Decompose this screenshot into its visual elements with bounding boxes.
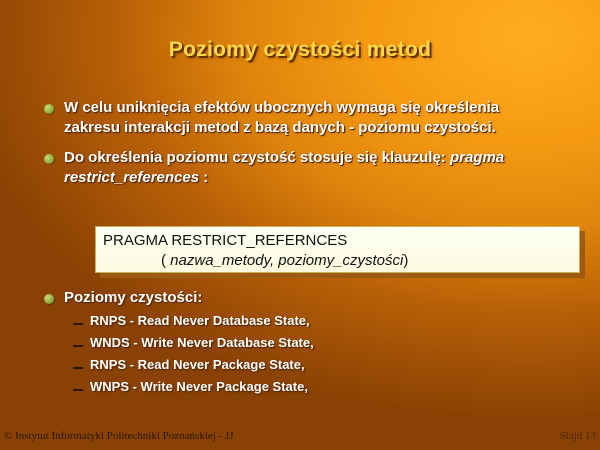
- slide-number: Slajd 13: [559, 430, 596, 442]
- footer-copyright: © Instytut Informatyki Politechniki Poznańskiej - JJ: [4, 430, 234, 442]
- dash-icon: [73, 367, 83, 369]
- bullet-2-italic: pragma: [449, 149, 505, 166]
- code-paren-open: (: [161, 252, 171, 269]
- bullet-icon: [44, 154, 54, 164]
- dash-icon: [73, 345, 83, 347]
- code-line-1: PRAGMA RESTRICT_REFERNCES: [103, 232, 348, 249]
- bullet-icon: [44, 104, 54, 114]
- bullet-1-line-1: W celu uniknięcia efektów ubocznych wymaga się określenia: [64, 99, 500, 116]
- code-box: [95, 226, 580, 273]
- bullet-2-plain: Do określenia poziomu czystość stosuje się klauzulę:: [64, 149, 450, 166]
- slide-title: Poziomy czystości metod: [168, 38, 432, 61]
- bullet-text-2: [64, 148, 584, 188]
- bullet-2-colon: :: [199, 169, 209, 186]
- bullet-text-1: [64, 98, 584, 138]
- dash-icon: [73, 389, 83, 391]
- bullet-2-italic-2: restrict_references: [64, 169, 200, 186]
- code-line-2: [103, 251, 579, 271]
- bullet-2-line-2: [64, 168, 584, 188]
- levels-heading: Poziomy czystości:: [64, 289, 203, 306]
- bullet-1-line-2: zakresu interakcji metod z bazą danych - poziomu czystości.: [64, 119, 496, 136]
- dash-icon: [73, 323, 83, 325]
- level-item-3: RNPS - Read Never Package State,: [90, 357, 305, 372]
- level-item-2: WNDS - Write Never Database State,: [90, 335, 314, 350]
- code-args: nazwa_metody, poziomy_czystości: [170, 252, 404, 269]
- level-item-4: WNPS - Write Never Package State,: [90, 379, 308, 394]
- code-paren-close: ): [403, 252, 409, 269]
- bullet-2-line-1: [64, 148, 584, 168]
- level-item-1: RNPS - Read Never Database State,: [90, 313, 310, 328]
- bullet-icon: [44, 294, 54, 304]
